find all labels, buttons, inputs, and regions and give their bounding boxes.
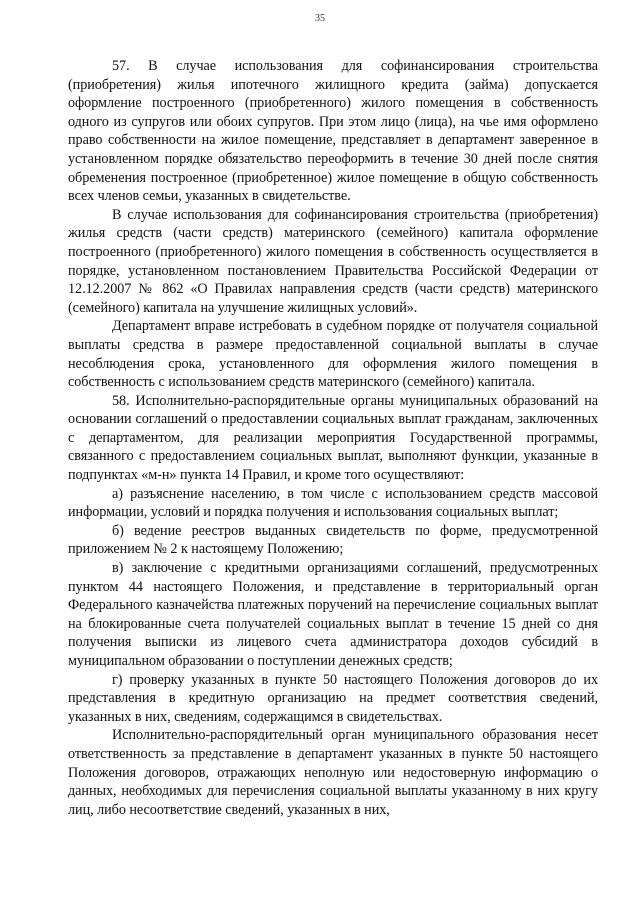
paragraph-item-a: а) разъяснение населению, в том числе с использованием средств массовой информации, условий и порядка получения и использования социальных выплат; <box>68 485 598 521</box>
paragraph-item-g: г) проверку указанных в пункте 50 настоящего Положения договоров до их представления в кредитную организацию на предмет соответствия сведений, указанных в них, сведениям, содержащимся в свидетельствах. <box>68 671 598 725</box>
paragraph-58: 58. Исполнительно-распорядительные органы муниципальных образований на основании соглашений о предоставлении социальных выплат гражданам, заключенных с департаментом, для реализации мероприятия Государственной программы, связанного с предоставлением социальных выплат, выполняют функции, указанные в подпунктах «м-н» пункта 14 Правил, и кроме того осуществляют: <box>68 392 598 484</box>
paragraph-department-claim: Департамент вправе истребовать в судебном порядке от получателя социальной выплаты средства в размере предоставленной социальной выплаты в случае несоблюдения срока, установленного для оформления жилого помещения в собственность с использованием средств материнского (семейного) капитала. <box>68 318 598 391</box>
paragraph-responsibility: Исполнительно-распорядительный орган муниципального образования несет ответственность за представление в департамент указанных в пункте 50 настоящего Положения договоров, отражающих неполную или недостоверную информацию о данных, необходимых для перечисления социальной выплаты указанному в них кругу лиц, либо несоответствие сведений, указанных в них, <box>68 727 598 818</box>
page-number: 35 <box>315 13 325 24</box>
paragraph-item-b: б) ведение реестров выданных свидетельств по форме, предусмотренной приложением № 2 к настоящему Положению; <box>68 522 598 558</box>
document-body <box>68 57 598 819</box>
paragraph-item-v: в) заключение с кредитными организациями соглашений, предусмотренных пунктом 44 настоящего Положения, и представление в территориальный орган Федерального казначейства платежных поручений на перечисление социальных выплат на блокированные счета получателей социальных выплат в течение 15 дней со дня получения выписки из лицевого счета администратора доходов субсидий в муниципальном образовании о поступлении денежных средств; <box>68 560 598 669</box>
paragraph-57: 57. В случае использования для софинансирования строительства (приобретения) жилья ипотечного жилищного кредита (займа) допускается оформление построенного (приобретенного) жилого помещения в собственность одного из супругов или обоих супругов. При этом лицо (лица), на чье имя оформлено право собственности на жилое помещение, представляет в департамент заверенное в установленном порядке обязательство переоформить в течение 30 дней после снятия обременения построенное (приобретенное) жилое помещение в общую собственность всех членов семьи, указанных в свидетельстве. <box>68 58 598 205</box>
paragraph-maternity-capital: В случае использования для софинансирования строительства (приобретения) жилья средств (части средств) материнского (семейного) капитала оформление построенного (приобретенного) жилого помещения в собственность осуществляется в порядке, установленном постановлением Правительства Российской Федерации от 12.12.2007 № 862 «О Правилах направления средств (части средств) материнского (семейного) капитала на улучшение жилищных условий». <box>68 206 598 316</box>
